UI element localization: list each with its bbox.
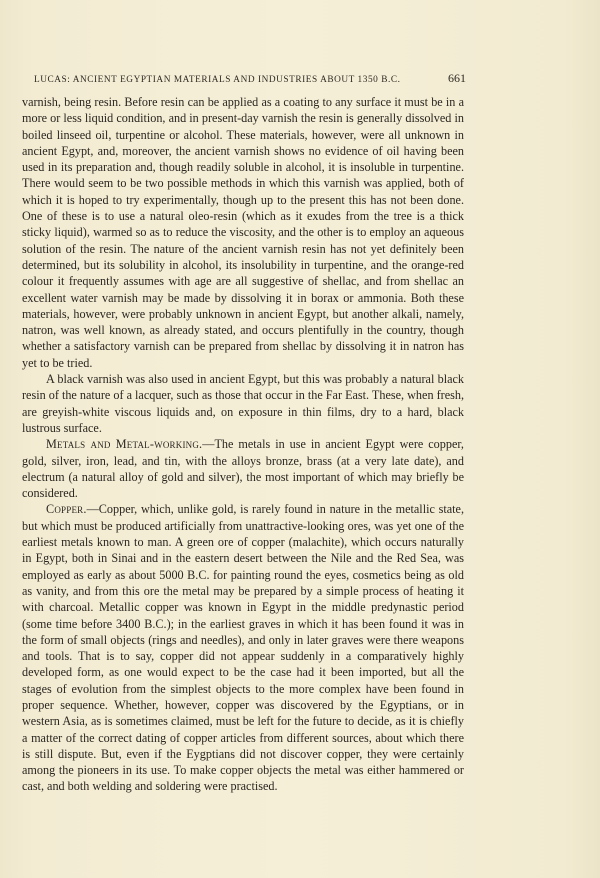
paragraph-metals [22,436,464,501]
paragraph-text: A black varnish was also used in ancient Egypt, but this was probably a natural black resin of the nature of a lacquer, such as those that occur in the Far East. These, when fresh, are greyish-white viscous liquids and, on exposure in thin films, dry to a hard, black lustrous surface. [22,372,464,435]
paragraph-text: —Copper, which, unlike gold, is rarely found in nature in the metallic state, but which must be produced artificially from unattractive-looking ores, was yet one of the earliest metals known to man. A green ore of copper (malachite), which occurs naturally in Egypt, both in Sinai and in the eastern desert between the Nile and the Red Sea, was employed as early as about 5000 B.C. for painting round the eyes, cosmetics being as old as vanity, and from this ore the metal may be prepared by a simple process of heating it with charcoal. Metallic copper was known in Egypt in the middle predynastic period (some time before 3400 B.C.); in the earliest graves in which it has been found it was in the form of small objects (rings and needles), and only in later graves were there weapons and tools. That is to say, copper did not appear suddenly in a comparatively highly developed form, as one would expect to be the case had it been imported, but all the stages of evolution from the simplest objects to the more complex have been found in proper sequence. Whether, however, copper was discovered by the Egyptians, or in western Asia, as is sometimes claimed, must be left for the future to decide, as it is chiefly a matter of the correct dating of copper articles from different sources, about which there is still dispute. But, even if the Eygptians did not discover copper, they were certainly among the pioneers in its use. To make copper objects the metal was either hammered or cast, and both welding and soldering were practised. [22,502,464,794]
section-heading-metals: Metals and Metal-working. [46,437,203,452]
paragraph-text: —The metals in use in ancient Egypt were copper, gold, silver, iron, lead, and tin, with the alloys bronze, brass (at a very late date), and electrum (a natural alloy of gold and silver), the most important of which may briefly be considered. [22,437,464,501]
paragraph-black-varnish [22,371,464,436]
page-number: 661 [448,71,466,85]
page-header [22,71,466,86]
paragraph-copper [22,501,464,794]
body-text [22,94,464,795]
paragraph-varnish-resin [22,94,464,371]
section-heading-copper: Copper. [46,502,87,517]
running-head: LUCAS: ANCIENT EGYPTIAN MATERIALS AND INDUSTRIES ABOUT 1350 B.C. [34,75,401,85]
paragraph-text: varnish, being resin. Before resin can be applied as a coating to any surface it must be in a more or less liquid condition, and in present-day varnish the resin is generally dissolved in boiled linseed oil, turpentine or alcohol. These materials, however, were all unknown in ancient Egypt, and, moreover, the ancient varnish shows no evidence of oil having been used in its preparation and, though readily soluble in alcohol, it is insoluble in turpentine. There would seem to be two possible methods in which this varnish was applied, both of which it is hoped to try experimentally, though up to the present this has not been done. One of these is to use a natural oleo-resin (which as it exudes from the tree is a thick sticky liquid), warmed so as to reduce the viscosity, and the other is to employ an aqueous solution of the resin. The nature of the ancient varnish resin has not yet definitely been determined, but its solubility in alcohol, its insolubility in turpentine, and the orange-red colour it frequently assumes with age are all suggestive of shellac, and from shellac an excellent water varnish may be made by dissolving it in borax or ammonia. Both these materials, however, were probably unknown in ancient Egypt, but another alkali, namely, natron, was well known, as already stated, and occurs plentifully in the country, though whether a satisfactory varnish can be prepared from shellac by dissolving it in natron has yet to be tried. [22,95,464,370]
